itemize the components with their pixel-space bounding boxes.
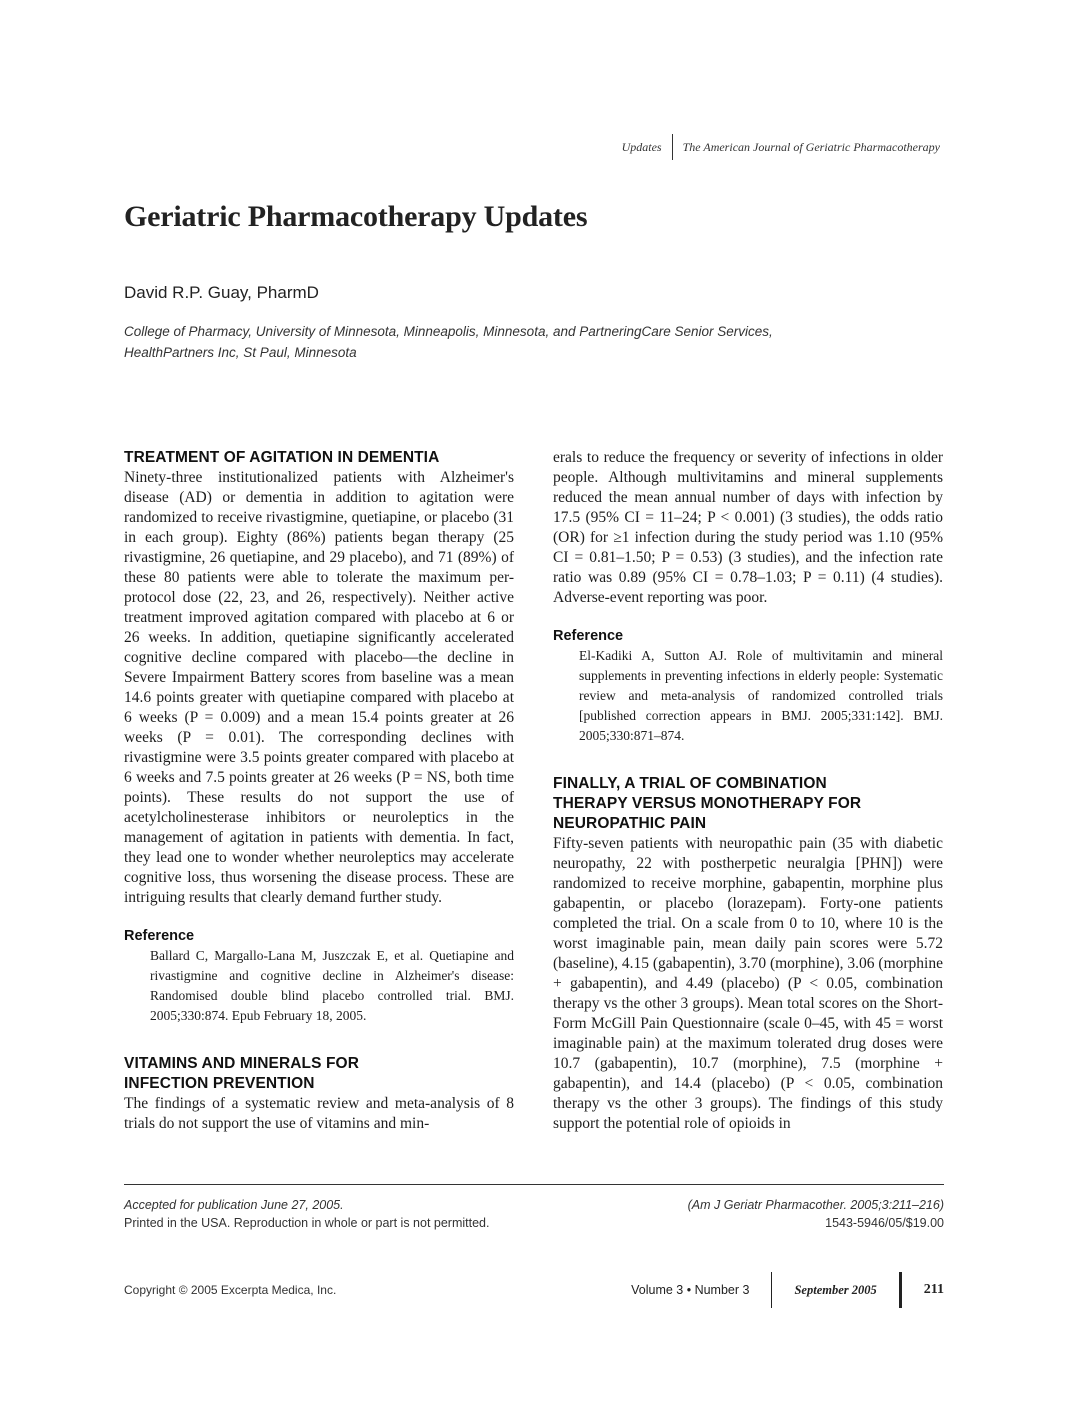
- affiliation: College of Pharmacy, University of Minnesota, Minneapolis, Minnesota, and PartneringCare Senior Services, HealthPartners Inc, St Paul, Minnesota: [124, 324, 773, 360]
- vitamins-body-right: erals to reduce the frequency or severity of infections in older people. Although multivitamins and mineral supplements reduced the mean annual number of days with infection by 17.5 (95% CI = 11–24; P < 0.001) (3 studies), the odds ratio (OR) for ≥1 infection during the study period was 1.10 (95% CI = 0.81–1.50; P = 0.53) (3 studies), and the infection rate ratio was 0.89 (95% CI = 0.78–1.03; P = 0.11) (4 studies). Adverse-event reporting was poor.: [553, 449, 943, 606]
- header-section: Updates: [621, 139, 662, 154]
- neuropathic-body: Fifty-seven patients with neuropathic pain (35 with diabetic neuropathy, 22 with postherpetic neuralgia [PHN]) were randomized to receive morphine, gabapentin, morphine plus gabapentin, or placebo (lorazepam). Forty-one patients completed the trial. On a scale from 0 to 10, where 10 is the worst imaginable pain, mean daily pain scores were 5.72 (baseline), 4.15 (gabapentin), 3.70 (morphine), 3.06 (morphine + gabapentin), and 4.49 (placebo) (P < 0.05, combination therapy vs the other 3 groups). Mean total scores on the Short-Form McGill Pain Questionnaire (scale 0–45, with 45 = worst imaginable pain) at the maximum tolerated drug doses were 10.7 (gabapentin), 10.7 (morphine), 7.5 (morphine + gabapentin), and 14.4 (placebo) (P < 0.05, combination therapy vs the other 3 groups). The findings of this study support the potential role of opioids in: [553, 835, 943, 1132]
- vitamins-reference-heading: Reference: [553, 628, 624, 644]
- vitamins-heading-line2: INFECTION PREVENTION: [124, 1075, 315, 1092]
- issue-date: September 2005: [794, 1282, 877, 1297]
- page-divider: [899, 1272, 902, 1308]
- page-title: Geriatric Pharmacotherapy Updates: [124, 200, 588, 233]
- vitamins-heading-line1: VITAMINS AND MINERALS FOR: [124, 1055, 359, 1072]
- volume-info: [631, 1272, 944, 1308]
- page-number: 211: [923, 1282, 944, 1297]
- neuropathic-heading-line2: THERAPY VERSUS MONOTHERAPY FOR: [553, 795, 862, 812]
- header-journal: The American Journal of Geriatric Pharmacotherapy: [682, 139, 940, 154]
- neuropathic-heading-line1: FINALLY, A TRIAL OF COMBINATION: [553, 775, 827, 792]
- citation: (Am J Geriatr Pharmacother. 2005;3:211–216): [687, 1198, 944, 1212]
- agitation-body: Ninety-three institutionalized patients with Alzheimer's disease (AD) or dementia in addition to agitation were randomized to receive rivastigmine, quetiapine, or placebo (31 in each group). Eighty (86%) patients began therapy (25 rivastigmine, 26 quetiapine, and 29 placebo), and 71 (89%) of these 80 patients were able to tolerate the maximum per-protocol dose (22, 23, and 26, respectively). Neither active treatment improved agitation compared with placebo at 6 or 26 weeks. In addition, quetiapine significantly accelerated cognitive decline compared with placebo—the decline in Severe Impairment Battery scores from baseline was a mean 14.6 points greater with quetiapine compared with placebo at 6 weeks (P = 0.009) and a mean 15.4 points greater at 26 weeks (P = 0.01). The corresponding declines with rivastigmine were 3.5 points greater compared with placebo at 6 weeks and 7.5 points greater at 26 weeks (P = NS, both time points). These results do not support the use of acetylcholinesterase inhibitors or neuroleptics in the management of agitation in patients with dementia. In fact, they lead one to wonder whether neuroleptics may accelerate cognitive loss, thus worsening the disease process. These are intriguing results that clearly demand further study.: [124, 469, 514, 906]
- left-column: [124, 448, 514, 1134]
- agitation-heading: TREATMENT OF AGITATION IN DEMENTIA: [124, 449, 440, 466]
- copyright: Copyright © 2005 Excerpta Medica, Inc.: [124, 1283, 337, 1297]
- footer-left: [124, 1196, 489, 1232]
- printed-note: Printed in the USA. Reproduction in whole or part is not permitted.: [124, 1216, 490, 1230]
- header-divider: [672, 134, 673, 160]
- volume-divider: [771, 1272, 772, 1308]
- price-code: 1543-5946/05/$19.00: [825, 1216, 944, 1230]
- author: David R.P. Guay, PharmD: [124, 283, 319, 302]
- accepted-note: Accepted for publication June 27, 2005.: [124, 1198, 344, 1212]
- running-header: [622, 134, 940, 160]
- agitation-reference: Ballard C, Margallo-Lana M, Juszczak E, et al. Quetiapine and rivastigmine and cognitive decline in Alzheimer's disease: Randomised double blind placebo controlled trial. BMJ. 2005;330:874. Epub February 18, 2005.: [150, 948, 514, 1023]
- footer-rule: [124, 1184, 944, 1185]
- volume-number: Volume 3 • Number 3: [631, 1283, 750, 1297]
- vitamins-reference: El-Kadiki A, Sutton AJ. Role of multivitamin and mineral supplements in preventing infections in elderly people: Systematic review and meta-analysis of randomized controlled trials [published correction appears in BMJ. 2005;331:142]. BMJ. 2005;330:871–874.: [579, 648, 943, 743]
- right-column: [553, 448, 943, 1134]
- neuropathic-heading-line3: NEUROPATHIC PAIN: [553, 815, 707, 832]
- vitamins-body-left: The findings of a systematic review and meta-analysis of 8 trials do not support the use of vitamins and min-: [124, 1095, 514, 1132]
- agitation-reference-heading: Reference: [124, 928, 195, 944]
- footer-right: [688, 1196, 944, 1232]
